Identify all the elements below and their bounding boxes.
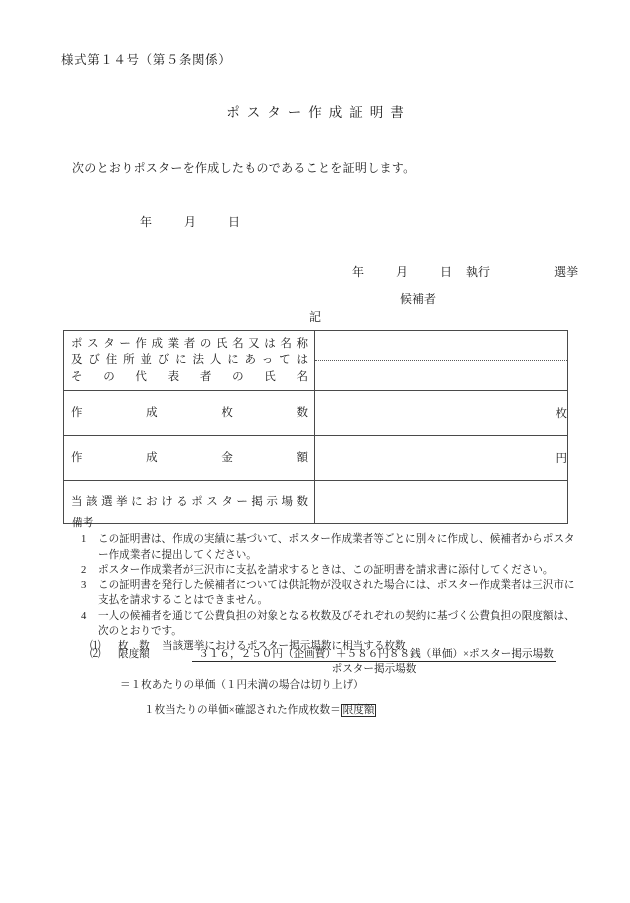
fraction-numerator: ３１６，２５０円（企画費）＋５８６円８８銭（単価）×ポスター掲示場数 [192, 649, 556, 662]
poster-places-label [64, 489, 314, 515]
exec-day: 日 [440, 265, 453, 279]
note-item [72, 563, 582, 578]
page-title: ポスター作成証明書 [226, 105, 411, 120]
producer-name-label-line-3: その代表者の氏名 [71, 370, 308, 383]
note-number: 1 [81, 534, 87, 546]
issue-date-day: 日 [228, 215, 241, 229]
dotted-fill-line [315, 359, 567, 361]
note-number: 3 [81, 580, 87, 591]
note-text: 一人の候補者を通じて公費負担の対象となる枚数及びそれぞれの契約に基づく公費負担の限度額は、次のとおりです。 [98, 610, 575, 637]
production-count-value[interactable] [315, 390, 568, 435]
exec-word: 執行 [466, 265, 491, 279]
notes-heading: 備考 [72, 518, 94, 529]
table-row [64, 435, 568, 480]
producer-name-label-line-1: ポスター作成業者の氏名又は名称 [71, 338, 308, 350]
limit-formula-row [72, 647, 582, 677]
note-sub-text: 当該選挙におけるポスター掲示場数に相当する枚数 [162, 641, 406, 652]
note-number: 2 [81, 564, 87, 576]
unit-price-equals-line: ＝１枚あたりの単価（１円未満の場合は切り上げ） [120, 680, 364, 692]
limit-amount-box: 限度額 [342, 705, 375, 717]
note-sub-label: 限度額 [118, 649, 150, 660]
note-text: ポスター作成業者が三沢市に支払を請求するときは、この証明書を請求書に添付してください。 [98, 564, 554, 576]
election-word: 選挙 [554, 265, 579, 279]
exec-month: 月 [396, 265, 409, 279]
note-item [72, 609, 582, 640]
limit-formula-block [72, 647, 582, 718]
exec-year: 年 [352, 265, 365, 279]
production-count-label [64, 400, 314, 426]
producer-name-label-line-2: 及び住所並びに法人にあっては [71, 354, 308, 367]
producer-name-label [64, 331, 314, 390]
table-cell-label [64, 435, 315, 480]
lead-statement: 次のとおりポスターを作成したものであることを証明します。 [72, 161, 416, 175]
note-sub-label: 枚 数 [118, 641, 150, 652]
note-item [72, 532, 582, 563]
note-number: 4 [81, 610, 87, 622]
production-count-unit: 枚 [555, 407, 567, 420]
limit-final-line [72, 703, 582, 718]
note-sub-number: ⑴ [90, 641, 101, 652]
table-cell-label [64, 390, 315, 435]
producer-name-value[interactable] [315, 331, 568, 391]
issue-date-month: 月 [184, 215, 197, 229]
production-amount-label [64, 445, 314, 471]
production-amount-label-text: 作成金額 [71, 451, 308, 464]
certificate-table [63, 330, 568, 524]
note-text: この証明書を発行した候補者については供託物が没収された場合には、ポスター作成業者は三沢市に支払を請求することはできません。 [98, 580, 575, 607]
issue-date-year: 年 [140, 215, 153, 229]
table-row [64, 390, 568, 435]
table-cell-label [64, 331, 315, 391]
production-amount-value[interactable] [315, 435, 568, 480]
limit-formula-lead [90, 647, 166, 662]
production-amount-unit: 円 [555, 452, 567, 465]
limit-fraction [166, 647, 582, 677]
form-number: 様式第１４号（第５条関係） [61, 53, 232, 67]
fraction-denominator: ポスター掲示場数 [331, 664, 417, 676]
poster-places-label-text: 当該選挙におけるポスター掲示場数 [71, 495, 308, 508]
note-sub-number: ⑵ [90, 649, 101, 660]
candidate-label: 候補者 [400, 292, 437, 306]
table-row [64, 331, 568, 391]
production-count-label-text: 作成枚数 [71, 406, 308, 419]
issue-date-line [140, 213, 240, 230]
notes-section [72, 516, 582, 654]
election-execution-line [352, 263, 578, 280]
note-item [72, 578, 582, 609]
ki-mark: 記 [308, 310, 321, 324]
note-text: この証明書は、作成の実績に基づいて、ポスター作成業者等ごとに別々に作成し、候補者からポスター作成業者に提出してください。 [98, 534, 575, 561]
limit-final-prefix: １枚当たりの単価×確認された作成枚数＝ [144, 705, 341, 717]
